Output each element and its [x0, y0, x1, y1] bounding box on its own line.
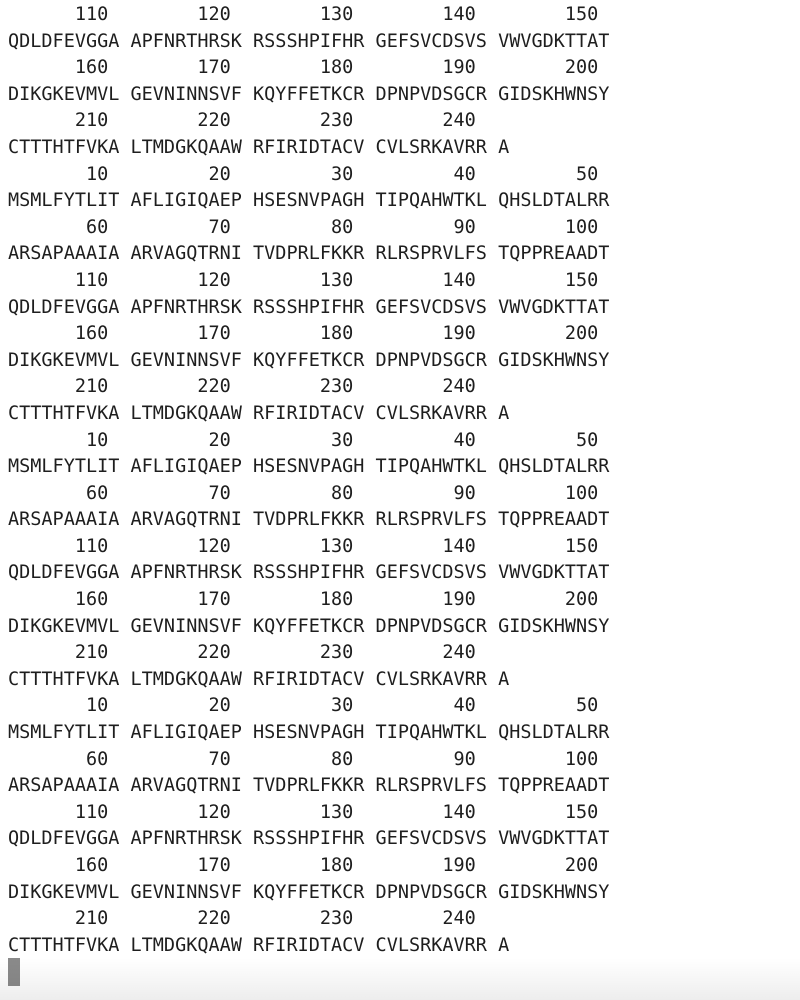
terminal-line: 10 20 30 40 50 — [8, 163, 599, 185]
terminal-line: 10 20 30 40 50 — [8, 695, 599, 717]
terminal-line: CTTTHTFVKA LTMDGKQAAW RFIRIDTACV CVLSRKAVRR A — [8, 934, 510, 956]
terminal-line: 10 20 30 40 50 — [8, 429, 599, 451]
terminal-line: DIKGKEVMVL GEVNINNSVF KQYFFETKCR DPNPVDSGCR GIDSKHWNSY — [8, 83, 610, 105]
terminal-line: CTTTHTFVKA LTMDGKQAAW RFIRIDTACV CVLSRKAVRR A — [8, 668, 510, 690]
terminal-line: 210 220 230 240 — [8, 110, 476, 132]
terminal-line: 160 170 180 190 200 — [8, 855, 599, 876]
terminal-line: DIKGKEVMVL GEVNINNSVF KQYFFETKCR DPNPVDSGCR GIDSKHWNSY — [8, 615, 610, 637]
terminal-line: 110 120 130 140 150 — [8, 269, 599, 291]
terminal-line: 160 170 180 190 200 — [8, 589, 599, 611]
terminal-line: CTTTHTFVKA LTMDGKQAAW RFIRIDTACV CVLSRKAVRR A — [8, 402, 510, 424]
terminal-line: QDLDFEVGGA APFNRTHRSK RSSSHPIFHR GEFSVCDSVS VWVGDKTTAT — [8, 562, 610, 584]
terminal-line: QDLDFEVGGA APFNRTHRSK RSSSHPIFHR GEFSVCDSVS VWVGDKTTAT — [8, 828, 610, 850]
terminal-line: MSMLFYTLIT AFLIGIQAEP HSESNVPAGH TIPQAHWTKL QHSLDTALRR — [8, 456, 610, 478]
terminal-line: 110 120 130 140 150 — [8, 4, 599, 25]
terminal-line: 210 220 230 240 — [8, 376, 476, 398]
terminal-line: QDLDFEVGGA APFNRTHRSK RSSSHPIFHR GEFSVCDSVS VWVGDKTTAT — [8, 296, 610, 318]
terminal-line: QDLDFEVGGA APFNRTHRSK RSSSHPIFHR GEFSVCDSVS VWVGDKTTAT — [8, 30, 610, 52]
terminal-output — [8, 2, 609, 959]
terminal-line: 210 220 230 240 — [8, 908, 476, 930]
terminal-line: 60 70 80 90 100 — [8, 482, 599, 504]
terminal-line: ARSAPAAAIA ARVAGQTRNI TVDPRLFKKR RLRSPRVLFS TQPPREAADT — [8, 243, 610, 265]
terminal-cursor — [8, 958, 20, 986]
terminal-line: ARSAPAAAIA ARVAGQTRNI TVDPRLFKKR RLRSPRVLFS TQPPREAADT — [8, 509, 610, 531]
terminal-line: MSMLFYTLIT AFLIGIQAEP HSESNVPAGH TIPQAHWTKL QHSLDTALRR — [8, 190, 610, 212]
terminal-line: DIKGKEVMVL GEVNINNSVF KQYFFETKCR DPNPVDSGCR GIDSKHWNSY — [8, 349, 610, 371]
terminal-line: 110 120 130 140 150 — [8, 535, 599, 557]
terminal-line: DIKGKEVMVL GEVNINNSVF KQYFFETKCR DPNPVDSGCR GIDSKHWNSY — [8, 881, 610, 903]
terminal-line: 210 220 230 240 — [8, 642, 476, 664]
terminal-line: 60 70 80 90 100 — [8, 216, 599, 238]
terminal-line: MSMLFYTLIT AFLIGIQAEP HSESNVPAGH TIPQAHWTKL QHSLDTALRR — [8, 722, 610, 744]
terminal-line: 160 170 180 190 200 — [8, 323, 599, 345]
terminal-line: CTTTHTFVKA LTMDGKQAAW RFIRIDTACV CVLSRKAVRR A — [8, 136, 510, 158]
terminal-line: ARSAPAAAIA ARVAGQTRNI TVDPRLFKKR RLRSPRVLFS TQPPREAADT — [8, 775, 610, 797]
terminal-line: 110 120 130 140 150 — [8, 801, 599, 823]
terminal-line: 160 170 180 190 200 — [8, 57, 599, 79]
terminal-line: 60 70 80 90 100 — [8, 748, 599, 770]
bottom-shade — [0, 958, 800, 1000]
